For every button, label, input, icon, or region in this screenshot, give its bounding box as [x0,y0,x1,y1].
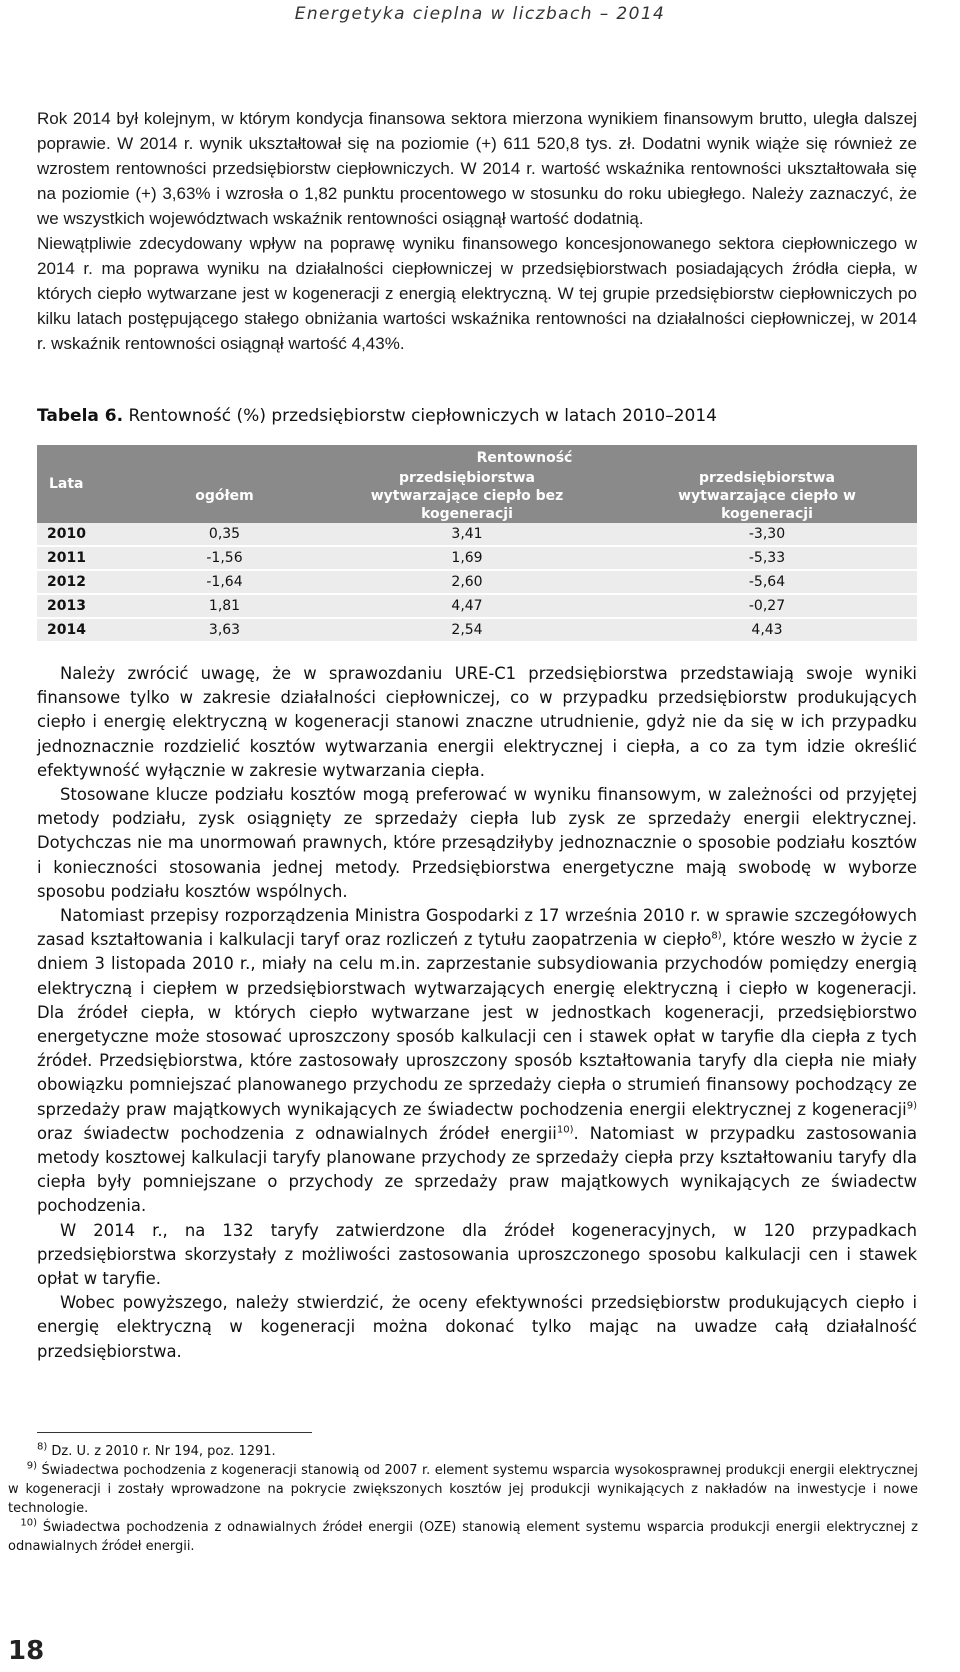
cell-total: -1,64 [132,570,317,594]
cell-cogen: -5,33 [617,546,917,570]
body-paragraph-3-part-a: Natomiast przepisy rozporządzenia Ministra Gospodarki z 17 września 2010 r. w sprawie szczegółowych zasad kształtowania i kalkulacji taryf oraz rozliczeń z tytułu zaopatrzenia w ciepło [37,906,917,950]
footnote-mark-holder [8,1518,37,1537]
header-group-rentownosc: Rentowność [132,445,917,469]
profitability-table [37,445,917,643]
table-row [37,570,917,594]
footnote-ref-10[interactable]: 10) [556,1124,574,1136]
footnote-mark: 9) [26,1460,37,1472]
table-row [37,546,917,570]
header-total: ogółem [132,469,317,523]
body-paragraph-1: Należy zwrócić uwagę, że w sprawozdaniu URE-C1 przedsiębiorstwa przedstawiają swoje wyniki finansowe tylko w zakresie działalności ciepłowniczej, co w przypadku przedsiębiorstw produkujących ciepło i energię elektryczną w kogeneracji stanowi znaczne utrudnienie, gdyż nie da się w ich przypadku jednoznacznie rozdzielić kosztów wytwarzania energii elektrycznej i ciepła, a co za tym idzie określić efektywność wyłącznie w zakresie wytwarzania ciepła. [37,664,917,780]
table-row [37,594,917,618]
footnotes [8,1442,918,1556]
table-row [37,618,917,642]
footnote-10 [8,1518,918,1556]
body-text [37,662,917,1364]
table-caption-label: Tabela 6. [37,406,124,426]
body-paragraph-3-part-d: . Natomiast w przypadku zastosowania metody kosztowej kalkulacji taryfy planowane przychody ze sprzedaży ciepła przy kształtowaniu taryfy dla ciepła były pomniejszane o przychody ze sprzedaży praw majątkowych wynikających ze świadectw pochodzenia. [37,1123,917,1216]
cell-total: 3,63 [132,618,317,642]
footnote-separator [37,1432,312,1433]
cell-year: 2011 [37,546,132,570]
footnote-mark-holder [8,1461,37,1480]
cell-no-cogen: 4,47 [317,594,617,618]
cell-cogen: -5,64 [617,570,917,594]
header-years: Lata [37,445,132,523]
body-paragraph-3-part-b: , które weszło w życie z dniem 3 listopada 2010 r., miały na celu m.in. zaprzestanie subsydiowania przychodów pomiędzy energią elektryczną i ciepłem w przedsiębiorstwach wytwarzających energię elektryczną i ciepło w kogeneracji. Dla źródeł ciepła, w których ciepło wytwarzane jest w jednostkach kogeneracji, przedsiębiorstwo energetyczne może stosować uproszczony sposób kalkulacji cen i stawek opłat w taryfie dla ciepła z tych źródeł. Przedsiębiorstwa, które zastosowały uproszczony sposób kształtowania taryfy dla ciepła nie miały obowiązku pomniejszać planowanego przychodu ze sprzedaży ciepła o strumień finansowy pochodzący ze sprzedaży praw majątkowych wynikających ze świadectw pochodzenia energii elektrycznej z kogeneracji [37,930,918,1119]
body-paragraph-2: Stosowane klucze podziału kosztów mogą preferować w wyniku finansowym, w zależności od przyjętej metody podziału, zysk osiągnięty ze sprzedaży ciepła lub zysk ze sprzedaży energii elektrycznej. Dotychczas nie ma unormowań prawnych, które przesądziłyby jednoznacznie o sposobie podziału kosztów i konieczności stosowania jednej metody. Przedsiębiorstwa energetyczne mają swobodę w wyborze sposobu podziału kosztów wspólnych. [37,785,917,901]
footnote-text: Świadectwa pochodzenia z kogeneracji stanowią od 2007 r. element systemu wsparcia wysokosprawnej produkcji energii elektrycznej w kogeneracji i zostały wprowadzone na pokrycie zwiększonych kosztów jej produkcji wynikających z nakładów na inwestycje i nowe technologie. [8,1463,918,1516]
footnote-text: Dz. U. z 2010 r. Nr 194, poz. 1291. [51,1444,276,1459]
footnote-mark: 10) [20,1517,37,1529]
footnote-ref-8[interactable]: 8) [711,930,722,942]
cell-year: 2012 [37,570,132,594]
cell-year: 2014 [37,618,132,642]
body-paragraph-5: Wobec powyższego, należy stwierdzić, że oceny efektywności przedsiębiorstw produkujących ciepło i energię elektryczną w kogeneracji można dokonać tylko mając na uwadze całą działalność przedsiębiorstwa. [37,1293,917,1361]
cell-no-cogen: 2,54 [317,618,617,642]
intro-paragraph-2: Niewątpliwie zdecydowany wpływ na poprawę wyniku finansowego koncesjonowanego sektora ciepłowniczego w 2014 r. ma poprawa wyniku na działalności ciepłowniczej w przedsiębiorstwach posiadających źródła ciepła, w których ciepło wytwarzane jest w kogeneracji z energią elektryczną. W tej grupie przedsiębiorstw ciepłowniczych po kilku latach postępującego stałego obniżania wartości wskaźnika rentowności na działalności ciepłowniczej, w 2014 r. wskaźnik rentowności osiągnął wartość 4,43%. [37,234,917,353]
cell-no-cogen: 1,69 [317,546,617,570]
cell-year: 2010 [37,523,132,546]
cell-cogen: -3,30 [617,523,917,546]
header-no-cogeneration: przedsiębiorstwa wytwarzające ciepło bez kogeneracji [317,469,617,523]
footnote-mark: 8) [37,1441,48,1453]
table-row [37,523,917,546]
table-caption-text: Rentowność (%) przedsiębiorstw ciepłowniczych w latach 2010–2014 [128,406,717,426]
cell-cogen: 4,43 [617,618,917,642]
body-paragraph-3 [37,904,917,1219]
intro-paragraph-1: Rok 2014 był kolejnym, w którym kondycja finansowa sektora mierzona wynikiem finansowym brutto, uległa dalszej poprawie. W 2014 r. wynik ukształtował się na poziomie (+) 611 520,8 tys. zł. Dodatni wynik wiąże się również ze wzrostem rentowności przedsiębiorstw ciepłowniczych. W 2014 r. wartość wskaźnika rentowności ukształtowała się na poziomie (+) 3,63% i wzrosła o 1,82 punktu procentowego w stosunku do roku ubiegłego. Należy zaznaczyć, że we wszystkich województwach wskaźnik rentowności osiągnął wartość dodatnią. [37,109,917,228]
footnote-9 [8,1461,918,1518]
cell-total: 0,35 [132,523,317,546]
body-paragraph-3-part-c: oraz świadectw pochodzenia z odnawialnych źródeł energii [37,1123,557,1143]
cell-year: 2013 [37,594,132,618]
cell-total: -1,56 [132,546,317,570]
intro-section [37,106,917,356]
cell-no-cogen: 2,60 [317,570,617,594]
cell-no-cogen: 3,41 [317,523,617,546]
page-number: 18 [8,1636,45,1666]
cell-total: 1,81 [132,594,317,618]
footnote-8 [8,1442,918,1461]
footnote-ref-9[interactable]: 9) [906,1100,917,1112]
footnote-text: Świadectwa pochodzenia z odnawialnych źródeł energii (OZE) stanowią element systemu wsparcia produkcji energii elektrycznej z odnawialnych źródeł energii. [8,1520,918,1554]
table-caption [37,406,717,426]
body-paragraph-4: W 2014 r., na 132 taryfy zatwierdzone dla źródeł kogeneracyjnych, w 120 przypadkach przedsiębiorstwa skorzystały z możliwości zastosowania uproszczonego sposobu kalkulacji cen i stawek opłat w taryfie. [37,1220,917,1289]
cell-cogen: -0,27 [617,594,917,618]
header-cogeneration: przedsiębiorstwa wytwarzające ciepło w kogeneracji [617,469,917,523]
running-header: Energetyka cieplna w liczbach – 2014 [294,4,666,24]
